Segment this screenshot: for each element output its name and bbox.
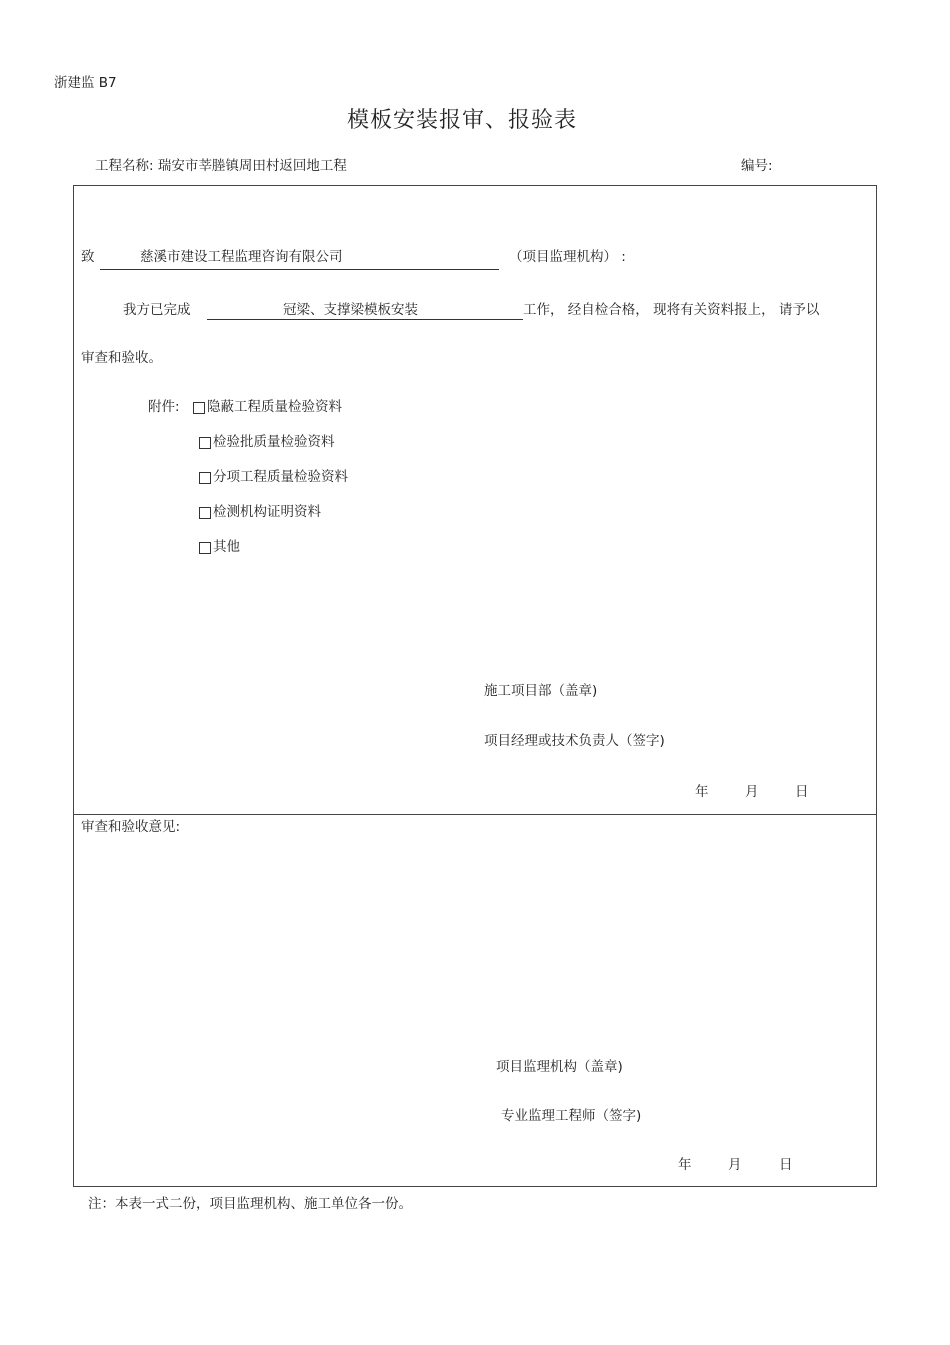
page-title: 模板安装报审、报验表 <box>346 108 577 133</box>
engineer-signature-label: 专业监理工程师（签字) <box>501 1108 642 1124</box>
date-month: 月 <box>745 784 759 800</box>
attachment-label: 其他 <box>213 539 240 555</box>
form-code: 浙建监 B7 <box>54 75 117 91</box>
attachment-item[interactable] <box>199 471 348 485</box>
form-frame <box>73 185 877 1187</box>
date-year: 年 <box>678 1157 692 1173</box>
checkbox[interactable] <box>199 542 211 554</box>
attachments-label: 附件: <box>148 399 180 415</box>
date-year: 年 <box>695 784 709 800</box>
project-name: 工程名称: 瑞安市莘塍镇周田村返回地工程 <box>95 158 347 174</box>
completion-suffix: 工作， 经自检合格， 现将有关资料报上， 请予以 <box>523 302 820 318</box>
section-divider <box>73 814 877 815</box>
date-day: 日 <box>795 784 809 800</box>
attachment-label: 隐蔽工程质量检验资料 <box>207 399 342 415</box>
attachment-label: 检测机构证明资料 <box>213 504 321 520</box>
attachment-item[interactable] <box>193 401 342 415</box>
manager-signature-label: 项目经理或技术负责人（签字) <box>484 733 665 749</box>
completed-work-item[interactable]: 冠梁、支撑梁模板安装 <box>283 302 418 318</box>
attachment-label: 检验批质量检验资料 <box>213 434 335 450</box>
date-day: 日 <box>779 1157 793 1173</box>
checkbox[interactable] <box>199 472 211 484</box>
checkbox[interactable] <box>199 507 211 519</box>
review-opinion-label: 审查和验收意见: <box>81 819 181 835</box>
completion-prefix: 我方已完成 <box>123 302 191 318</box>
checkbox[interactable] <box>199 437 211 449</box>
completion-continuation: 审查和验收。 <box>81 350 162 366</box>
addressee-name[interactable]: 慈溪市建设工程监理咨询有限公司 <box>140 249 343 265</box>
date-month: 月 <box>728 1157 742 1173</box>
checkbox[interactable] <box>193 402 205 414</box>
addressee-prefix: 致 <box>81 249 95 265</box>
attachment-item[interactable] <box>199 541 240 555</box>
footer-note: 注：本表一式二份，项目监理机构、施工单位各一份。 <box>88 1196 412 1212</box>
contractor-dept-stamp: 施工项目部（盖章) <box>484 683 598 699</box>
number-label: 编号: <box>741 158 773 174</box>
attachment-item[interactable] <box>199 506 321 520</box>
supervisor-org-stamp: 项目监理机构（盖章) <box>496 1059 623 1075</box>
attachment-item[interactable] <box>199 436 335 450</box>
addressee-suffix: （项目监理机构） : <box>509 249 626 265</box>
attachment-label: 分项工程质量检验资料 <box>213 469 348 485</box>
